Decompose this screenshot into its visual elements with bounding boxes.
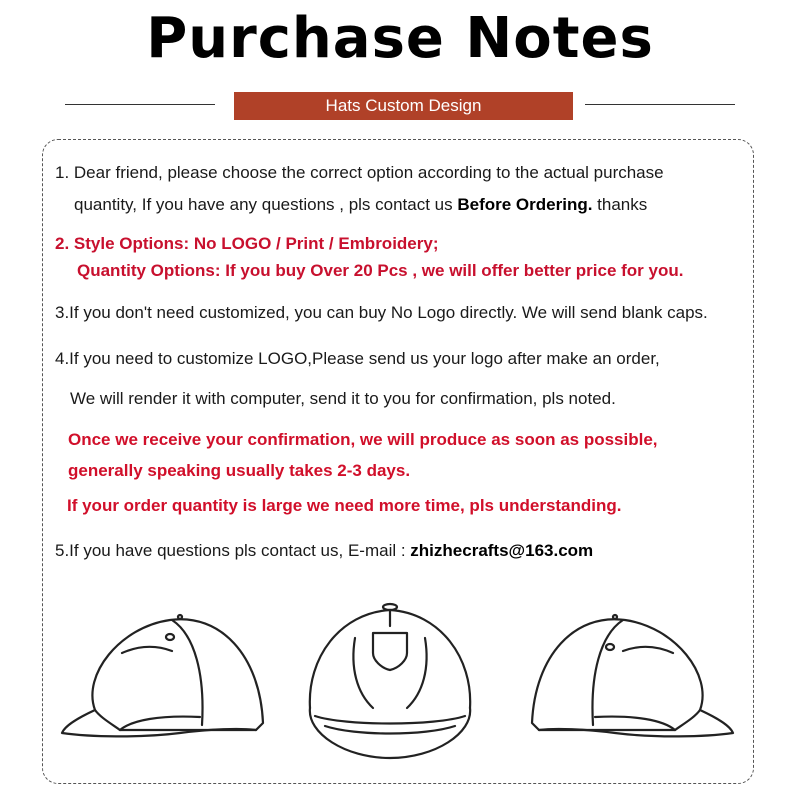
note-1-line-1: 1. Dear friend, please choose the correct option according to the actual purchase [55,163,664,182]
page-title: Purchase Notes [146,6,654,71]
section-banner: Hats Custom Design [234,92,573,120]
contact-email: zhizhecrafts@163.com [410,541,594,560]
cap-left-side-icon [60,605,275,755]
note-1-text: quantity, If you have any questions , pls contact us [74,195,458,214]
divider-left [65,104,215,105]
note-5 [55,541,593,561]
cap-right-side-icon [520,605,735,755]
production-note-1: Once we receive your confirmation, we will produce as soon as possible, [68,430,658,449]
production-note-3: If your order quantity is large we need more time, pls understanding. [67,496,622,515]
note-2-quantity-options: Quantity Options: If you buy Over 20 Pcs , we will offer better price for you. [77,261,684,280]
note-1-emphasis: Before Ordering. [457,195,593,214]
note-1-suffix: thanks [592,195,648,214]
note-3: 3.If you don't need customized, you can buy No Logo directly. We will send blank caps. [55,303,708,322]
note-2-style-options: 2. Style Options: No LOGO / Print / Embroidery; [55,234,439,253]
note-1-line-2 [74,195,647,215]
note-4-line-1: 4.If you need to customize LOGO,Please send us your logo after make an order, [55,349,660,368]
note-4-line-2: We will render it with computer, send it to you for confirmation, pls noted. [70,389,616,408]
production-note-2: generally speaking usually takes 2-3 days. [68,461,411,480]
note-5-text: 5.If you have questions pls contact us, E-mail : [55,541,411,560]
cap-front-icon [295,598,485,763]
divider-right [585,104,735,105]
